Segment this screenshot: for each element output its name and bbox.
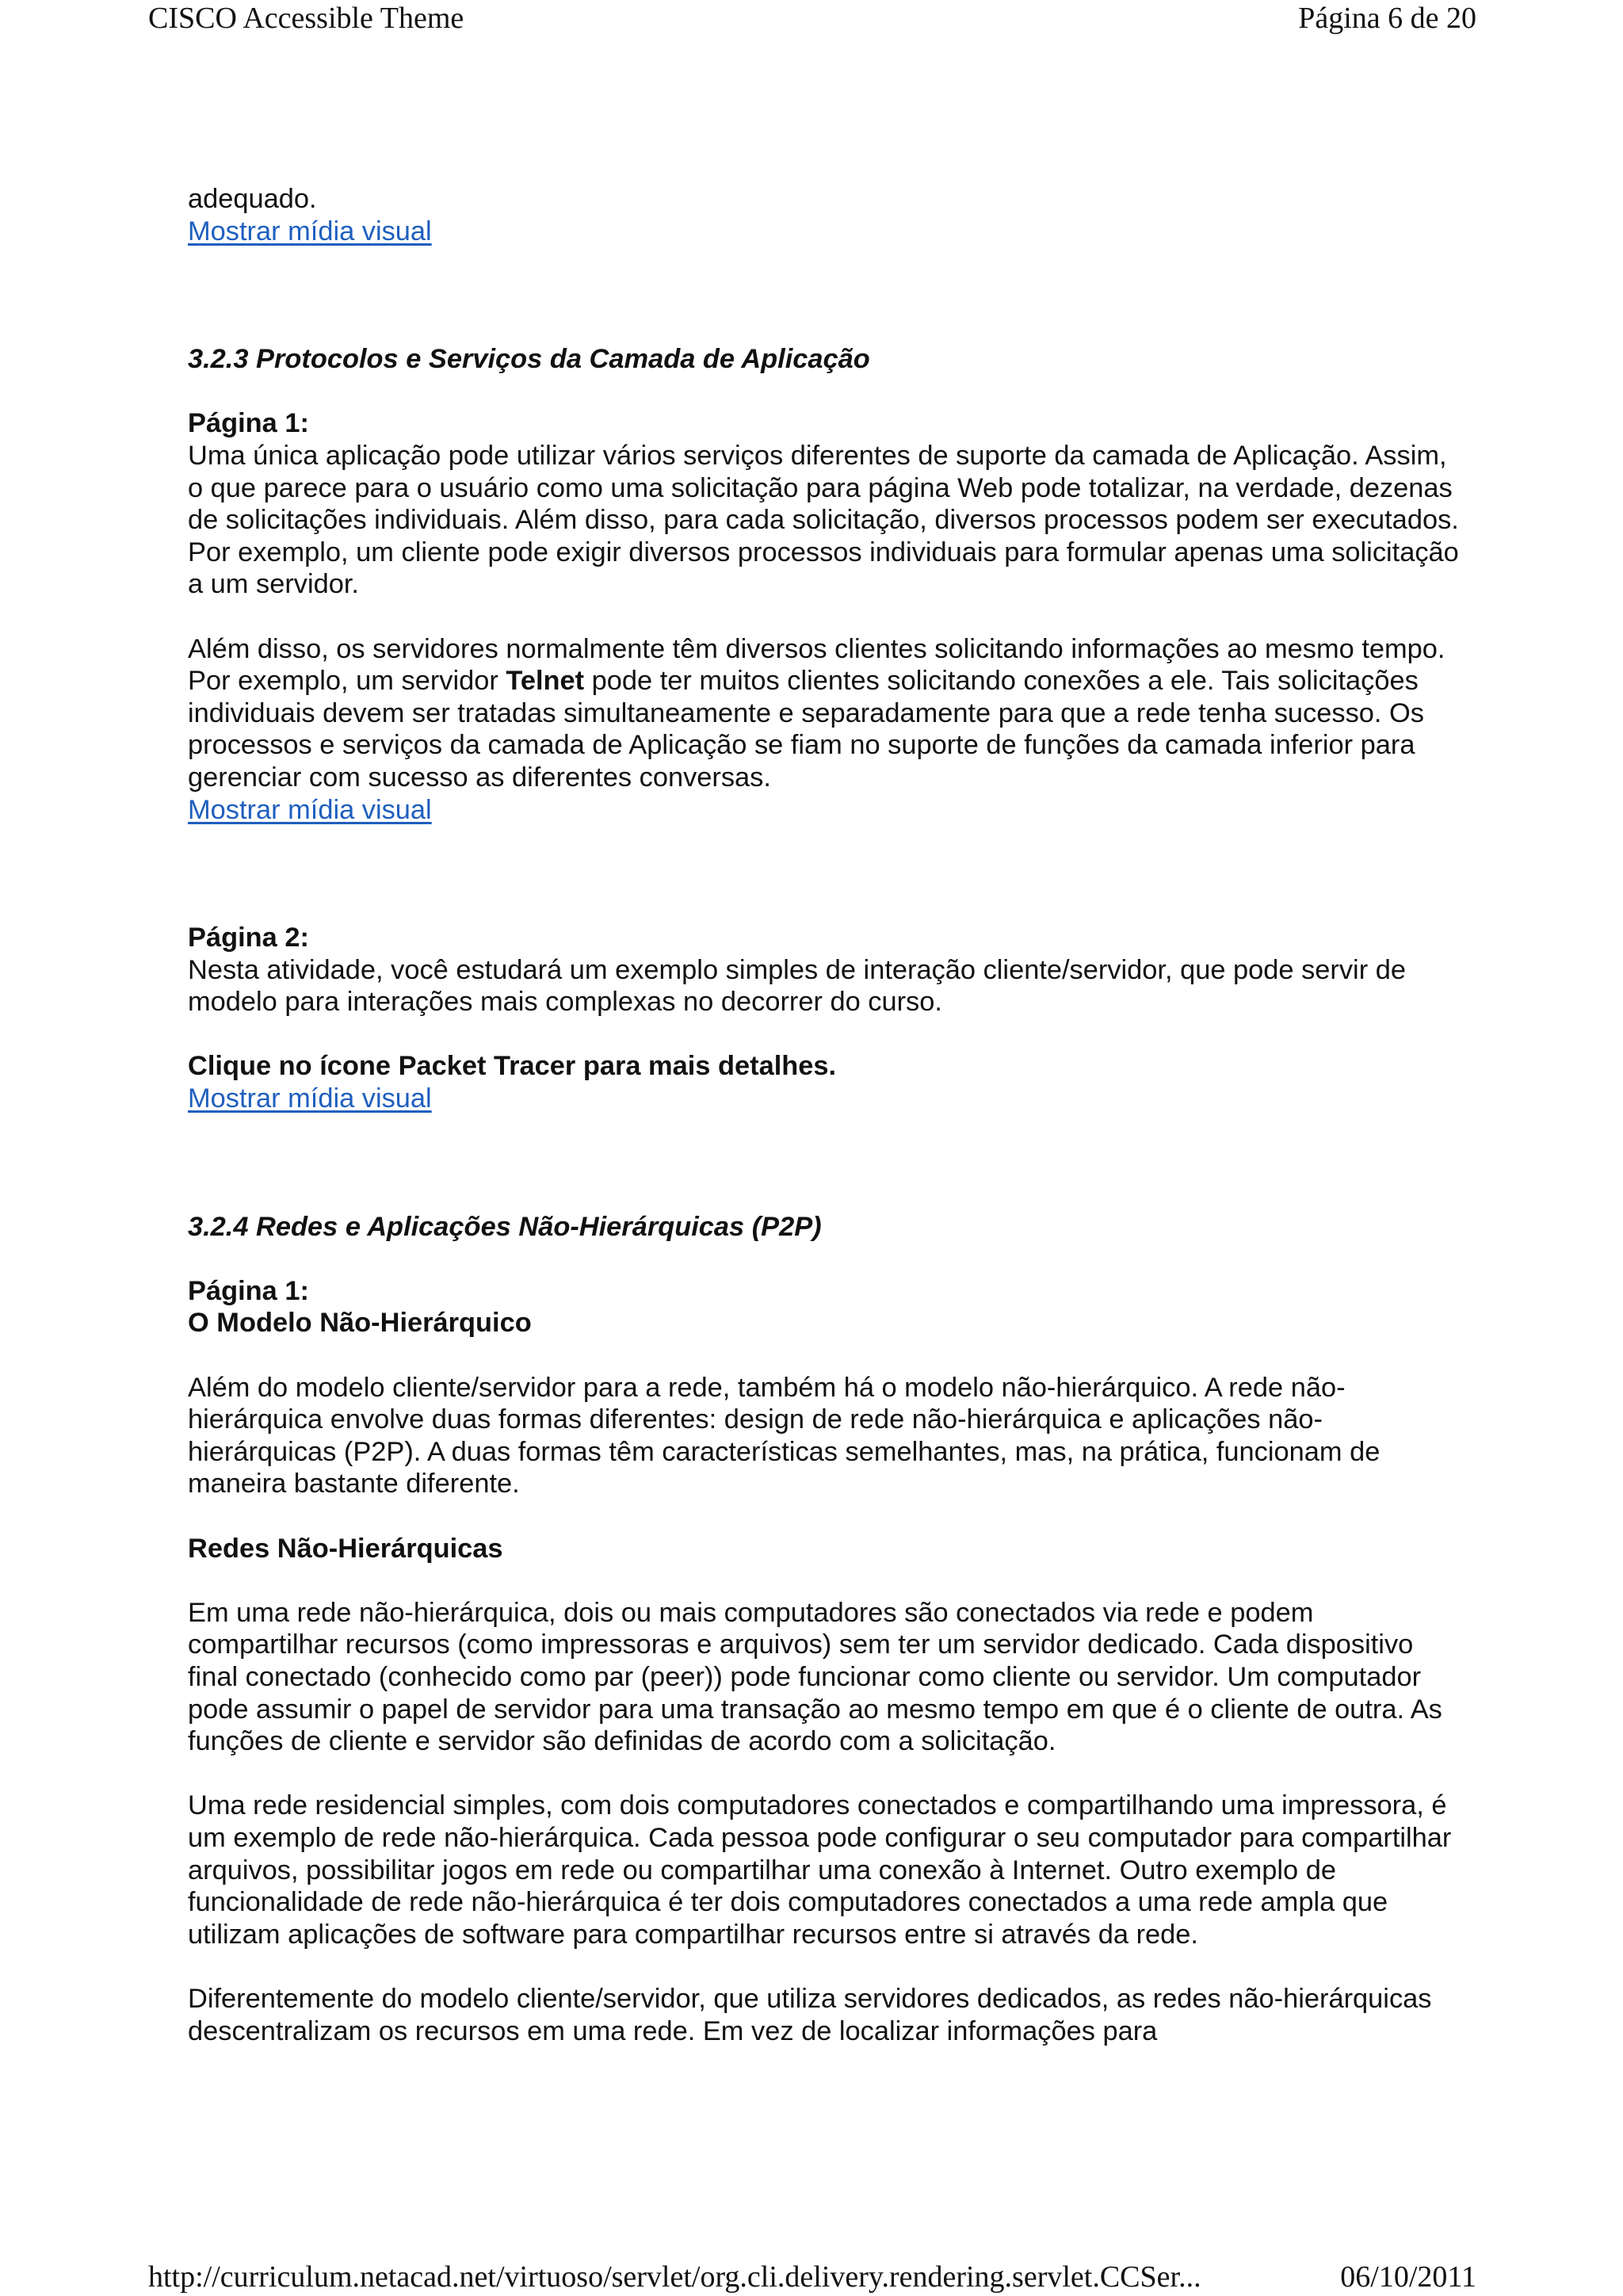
section-3-2-4-page-1: [188, 1275, 1464, 1339]
show-visual-media-link-1[interactable]: Mostrar mídia visual: [188, 216, 432, 246]
show-visual-media-link-3[interactable]: Mostrar mídia visual: [188, 1083, 432, 1114]
paragraph: Nesta atividade, você estudará um exemplo simples de interação cliente/servidor, que pode servir de modelo para interações mais complexas no decorrer do curso.: [188, 954, 1406, 1018]
page-label: Página 2:: [188, 923, 309, 953]
paragraph: Uma rede residencial simples, com dois computadores conectados e compartilhando uma impressora, é um exemplo de rede não-hierárquica. Cada pessoa pode configurar o seu computador para compartilhar arquivos, possibilitar jogos em rede ou compartilhar uma conexão à Internet. Outro exemplo de funcionalidade de rede não-hierárquica é ter dois computadores conectados a uma rede ampla que utilizam aplicações de software para compartilhar recursos entre si através da rede.: [188, 1790, 1452, 1950]
paragraph-telnet: [188, 633, 1464, 794]
header-title: CISCO Accessible Theme: [148, 2, 464, 35]
paragraph: Diferentemente do modelo cliente/servidor, que utiliza servidores dedicados, as redes não-hierárquicas descentralizam os recursos em uma rede. Em vez de localizar informações para: [188, 1983, 1432, 2046]
paragraph: Em uma rede não-hierárquica, dois ou mais computadores são conectados via rede e podem compartilhar recursos (como impressoras e arquivos) sem ter um servidor dedicado. Cada dispositivo final conectado (conhecido como par (peer)) pode funcionar como cliente ou servidor. Um computador pode assumir o papel de servidor para uma transação ao mesmo tempo em que é o cliente de outra. As funções de cliente e servidor são definidas de acordo com a solicitação.: [188, 1597, 1442, 1757]
footer-url: http://curriculum.netacad.net/virtuoso/servlet/org.cli.delivery.rendering.servlet.CCSer...: [148, 2260, 1201, 2294]
paragraph-text: Além disso, os servidores normalmente têm diversos clientes solicitando informações ao mesmo tempo. Por exemplo, um servidor: [188, 633, 1445, 697]
section-3-2-3-page-1: [188, 407, 1464, 601]
intro-text: adequado.: [188, 184, 317, 214]
section-3-2-3-page-2: [188, 922, 1464, 1018]
section-title-3-2-4: 3.2.4 Redes e Aplicações Não-Hierárquicas (P2P): [188, 1211, 822, 1242]
show-visual-media-link-2[interactable]: Mostrar mídia visual: [188, 794, 432, 825]
section-title-3-2-3: 3.2.3 Protocolos e Serviços da Camada de Aplicação: [188, 344, 870, 375]
paragraph-text: pode ter muitos clientes solicitando conexões a ele. Tais solicitações individuais devem ser tratadas simultaneamente e separadamente para que a rede tenha sucesso. Os processos e serviços da camada de Aplicação se fiam no suporte de funções da camada inferior para gerenciar com sucesso as diferentes conversas.: [188, 666, 1424, 793]
paragraph: Além do modelo cliente/servidor para a rede, também há o modelo não-hierárquico. A rede não-hierárquica envolve duas formas diferentes: design de rede não-hierárquica e aplicações não-hierárquicas (P2P). A duas formas têm características semelhantes, mas, na prática, funcionam de maneira bastante diferente.: [188, 1372, 1381, 1499]
telnet-term: Telnet: [506, 666, 585, 697]
document-body: [188, 183, 1464, 2080]
heading-peer-networks: Redes Não-Hierárquicas: [188, 1533, 503, 1564]
page-label: Página 1:: [188, 408, 309, 439]
page-number: Página 6 de 20: [1298, 2, 1476, 35]
packet-tracer-instruction: Clique no ícone Packet Tracer para mais detalhes.: [188, 1051, 837, 1082]
footer-date: 06/10/2011: [1340, 2260, 1476, 2294]
subtitle: O Modelo Não-Hierárquico: [188, 1308, 532, 1339]
page-label: Página 1:: [188, 1275, 309, 1306]
paragraph: Uma única aplicação pode utilizar vários serviços diferentes de suporte da camada de Aplicação. Assim, o que parece para o usuário como uma solicitação para página Web pode totalizar, na verdade, dezenas de solicitações individuais. Além disso, para cada solicitação, diversos processos podem ser executados. Por exemplo, um cliente pode exigir diversos processos individuais para formular apenas uma solicitação a um servidor.: [188, 440, 1459, 600]
